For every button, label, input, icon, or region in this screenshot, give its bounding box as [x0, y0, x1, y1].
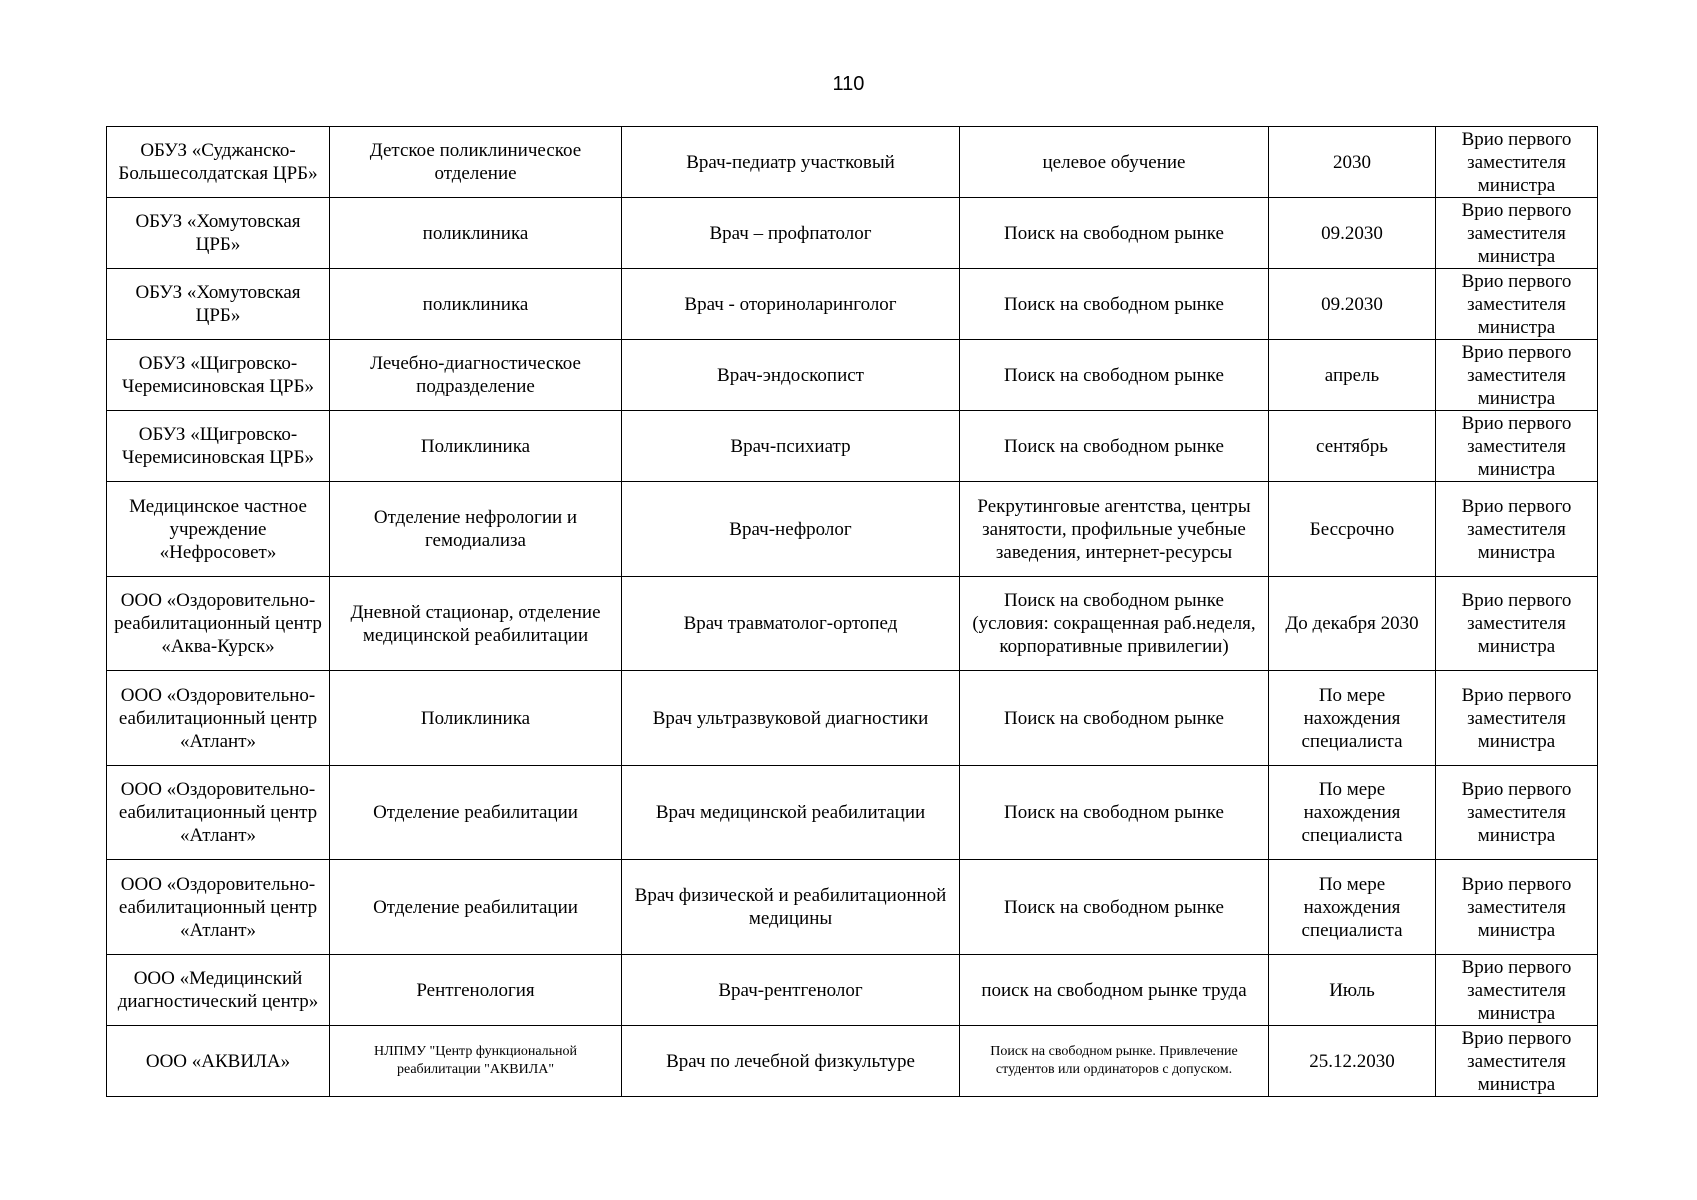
- cell-position: Врач - оториноларинголог: [622, 269, 960, 340]
- cell-department: Рентгенология: [330, 955, 622, 1026]
- cell-search-method: Поиск на свободном рынке (условия: сокращенная раб.неделя, корпоративные привилегии): [960, 577, 1269, 671]
- cell-department: Дневной стационар, отделение медицинской реабилитации: [330, 577, 622, 671]
- cell-position: Врач ультразвуковой диагностики: [622, 671, 960, 766]
- cell-term: По мере нахождения специалиста: [1269, 766, 1436, 860]
- cell-term: Июль: [1269, 955, 1436, 1026]
- cell-term: 25.12.2030: [1269, 1026, 1436, 1097]
- cell-organization: ОБУЗ «Щигровско-Черемисиновская ЦРБ»: [107, 340, 330, 411]
- cell-search-method: Поиск на свободном рынке: [960, 269, 1269, 340]
- cell-approver: Врио первого заместителя министра: [1436, 577, 1598, 671]
- cell-approver: Врио первого заместителя министра: [1436, 766, 1598, 860]
- cell-department: Отделение нефрологии и гемодиализа: [330, 482, 622, 577]
- table-row: [107, 766, 1598, 860]
- table-row: [107, 340, 1598, 411]
- cell-position: Врач-психиатр: [622, 411, 960, 482]
- table-row: [107, 127, 1598, 198]
- cell-search-method: Поиск на свободном рынке: [960, 411, 1269, 482]
- cell-search-method: Поиск на свободном рынке: [960, 860, 1269, 955]
- cell-approver: Врио первого заместителя министра: [1436, 340, 1598, 411]
- cell-organization: Медицинское частное учреждение «Нефросовет»: [107, 482, 330, 577]
- cell-position: Врач-педиатр участковый: [622, 127, 960, 198]
- cell-approver: Врио первого заместителя министра: [1436, 411, 1598, 482]
- cell-search-method: целевое обучение: [960, 127, 1269, 198]
- cell-position: Врач-рентгенолог: [622, 955, 960, 1026]
- cell-organization: ООО «АКВИЛА»: [107, 1026, 330, 1097]
- cell-position: Врач – профпатолог: [622, 198, 960, 269]
- cell-search-method: Поиск на свободном рынке: [960, 340, 1269, 411]
- cell-department: Лечебно-диагностическое подразделение: [330, 340, 622, 411]
- table-row: [107, 955, 1598, 1026]
- cell-organization: ОБУЗ «Щигровско-Черемисиновская ЦРБ»: [107, 411, 330, 482]
- cell-department: Отделение реабилитации: [330, 860, 622, 955]
- cell-approver: Врио первого заместителя министра: [1436, 955, 1598, 1026]
- cell-approver: Врио первого заместителя министра: [1436, 860, 1598, 955]
- cell-search-method: Поиск на свободном рынке: [960, 766, 1269, 860]
- cell-position: Врач травматолог-ортопед: [622, 577, 960, 671]
- cell-term: 09.2030: [1269, 198, 1436, 269]
- cell-term: 09.2030: [1269, 269, 1436, 340]
- table-row: [107, 198, 1598, 269]
- cell-term: Бессрочно: [1269, 482, 1436, 577]
- cell-term: 2030: [1269, 127, 1436, 198]
- cell-search-method: Поиск на свободном рынке: [960, 671, 1269, 766]
- cell-department: Поликлиника: [330, 411, 622, 482]
- cell-department: Поликлиника: [330, 671, 622, 766]
- table-row: [107, 671, 1598, 766]
- cell-search-method: Поиск на свободном рынке. Привлечение студентов или ординаторов с допуском.: [960, 1026, 1269, 1097]
- cell-department: Отделение реабилитации: [330, 766, 622, 860]
- cell-term: По мере нахождения специалиста: [1269, 671, 1436, 766]
- cell-department: Детское поликлиническое отделение: [330, 127, 622, 198]
- table-row: [107, 860, 1598, 955]
- table-row: [107, 269, 1598, 340]
- cell-position: Врач по лечебной физкультуре: [622, 1026, 960, 1097]
- cell-term: До декабря 2030: [1269, 577, 1436, 671]
- cell-approver: Врио первого заместителя министра: [1436, 1026, 1598, 1097]
- cell-position: Врач-эндоскопист: [622, 340, 960, 411]
- table-row: [107, 411, 1598, 482]
- cell-organization: ООО «Медицинский диагностический центр»: [107, 955, 330, 1026]
- table-row: [107, 577, 1598, 671]
- cell-organization: ООО «Оздоровительно-реабилитационный центр «Аква-Курск»: [107, 577, 330, 671]
- cell-department: поликлиника: [330, 269, 622, 340]
- cell-approver: Врио первого заместителя министра: [1436, 127, 1598, 198]
- cell-organization: ООО «Оздоровительно-еабилитационный центр «Атлант»: [107, 671, 330, 766]
- cell-search-method: поиск на свободном рынке труда: [960, 955, 1269, 1026]
- cell-term: апрель: [1269, 340, 1436, 411]
- cell-search-method: Рекрутинговые агентства, центры занятости, профильные учебные заведения, интернет-ресурсы: [960, 482, 1269, 577]
- cell-position: Врач физической и реабилитационной медицины: [622, 860, 960, 955]
- cell-approver: Врио первого заместителя министра: [1436, 482, 1598, 577]
- cell-position: Врач медицинской реабилитации: [622, 766, 960, 860]
- cell-position: Врач-нефролог: [622, 482, 960, 577]
- cell-organization: ОБУЗ «Хомутовская ЦРБ»: [107, 198, 330, 269]
- cell-approver: Врио первого заместителя министра: [1436, 671, 1598, 766]
- cell-search-method: Поиск на свободном рынке: [960, 198, 1269, 269]
- cell-organization: ООО «Оздоровительно-еабилитационный центр «Атлант»: [107, 860, 330, 955]
- cell-organization: ООО «Оздоровительно-еабилитационный центр «Атлант»: [107, 766, 330, 860]
- cell-approver: Врио первого заместителя министра: [1436, 269, 1598, 340]
- cell-organization: ОБУЗ «Хомутовская ЦРБ»: [107, 269, 330, 340]
- cell-organization: ОБУЗ «Суджанско-Большесолдатская ЦРБ»: [107, 127, 330, 198]
- table-row: [107, 482, 1598, 577]
- cell-term: По мере нахождения специалиста: [1269, 860, 1436, 955]
- cell-term: сентябрь: [1269, 411, 1436, 482]
- cell-department: поликлиника: [330, 198, 622, 269]
- cell-approver: Врио первого заместителя министра: [1436, 198, 1598, 269]
- table-row: [107, 1026, 1598, 1097]
- page-number: 110: [832, 73, 865, 95]
- vacancies-table: [106, 126, 1598, 1097]
- cell-department: НЛПМУ "Центр функциональной реабилитации "АКВИЛА": [330, 1026, 622, 1097]
